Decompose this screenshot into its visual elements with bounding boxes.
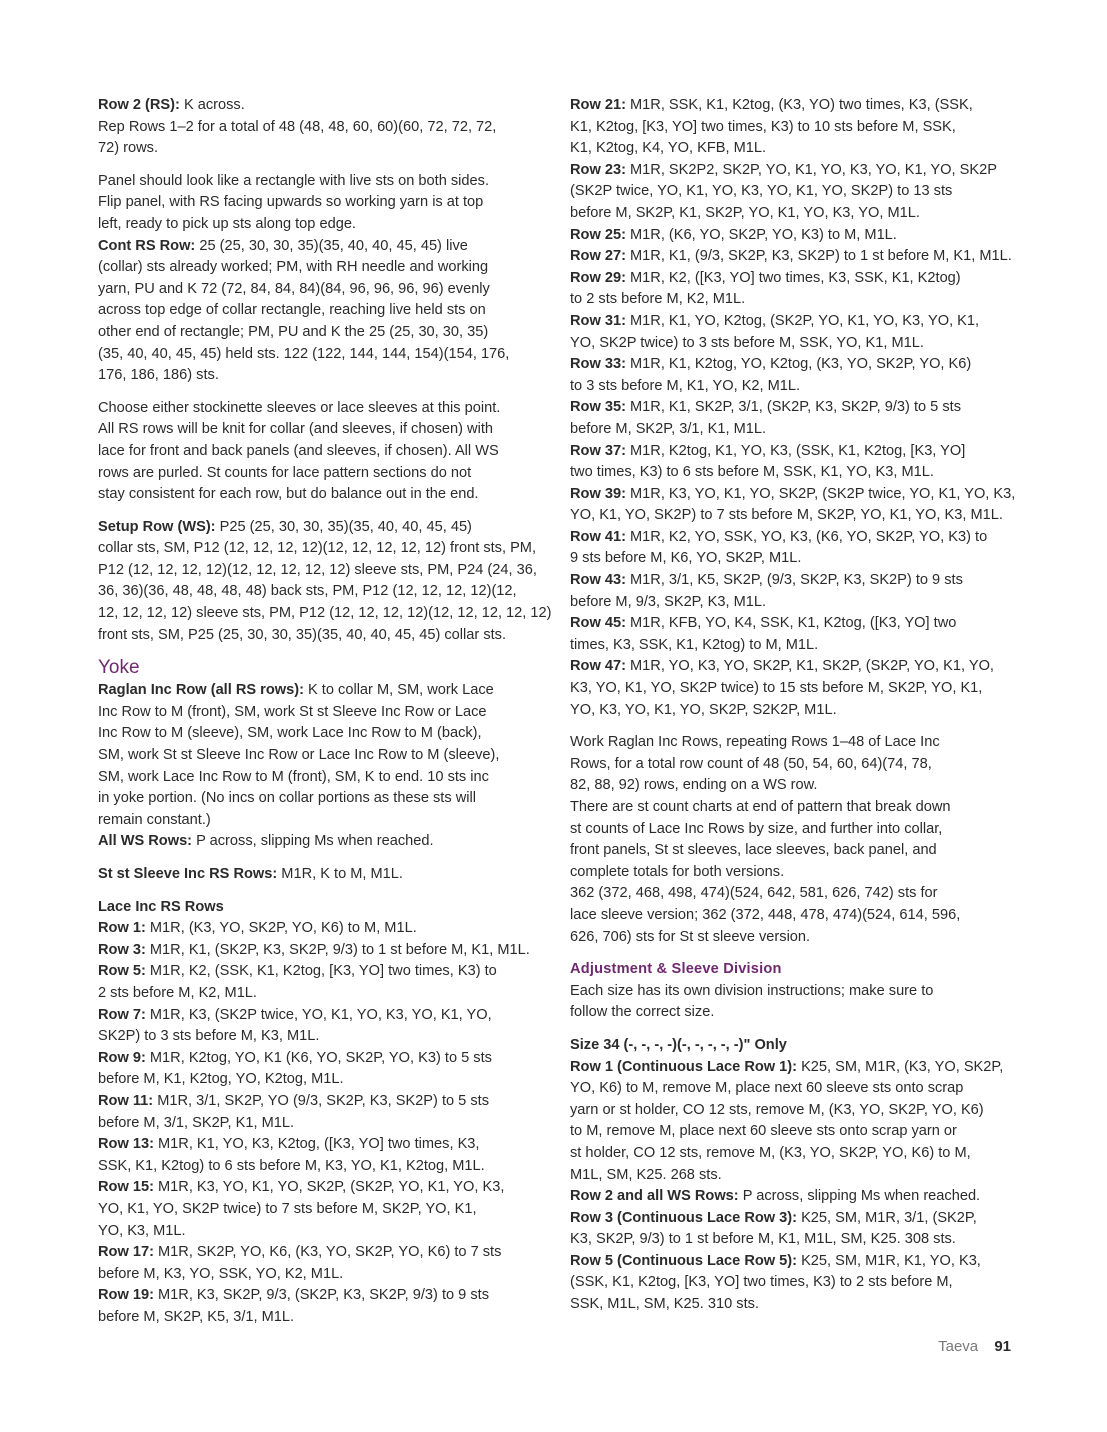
text-line xyxy=(570,311,1015,333)
line-text: other end of rectangle; PM, PU and K the 25 (25, 30, 30, 35) xyxy=(98,323,489,340)
text-line xyxy=(570,797,1015,819)
line-text: left, ready to pick up sts along top edge. xyxy=(98,215,356,232)
line-text: YO, SK2P twice) to 3 sts before M, SSK, YO, K1, M1L. xyxy=(570,334,924,351)
para-row2 xyxy=(98,95,543,160)
text-line xyxy=(570,1272,1015,1294)
line-text: M1R, K3, SK2P, 9/3, (SK2P, K3, SK2P, 9/3) to 9 sts xyxy=(153,1287,489,1304)
line-text: 12, 12, 12, 12) sleeve sts, PM, P12 (12, 12, 12, 12)(12, 12, 12, 12, 12) xyxy=(98,605,552,622)
bold-label: Row 5 (Continuous Lace Row 5): xyxy=(570,1252,798,1269)
line-text: Flip panel, with RS facing upwards so working yarn is at top xyxy=(98,194,484,211)
line-text: YO, K3, YO, K1, YO, SK2P, S2K2P, M1L. xyxy=(570,701,837,718)
line-text: 2 sts before M, K2, M1L. xyxy=(98,984,257,1001)
line-text: remain constant.) xyxy=(98,811,211,828)
line-text: M1R, 3/1, SK2P, YO (9/3, SK2P, K3, SK2P) to 5 sts xyxy=(153,1092,489,1109)
line-text: M1R, K1, (SK2P, K3, SK2P, 9/3) to 1 st before M, K1, M1L. xyxy=(145,941,530,958)
line-text: 626, 706) sts for St st sleeve version. xyxy=(570,928,811,945)
text-line xyxy=(570,905,1015,927)
text-line xyxy=(570,592,1015,614)
text-line xyxy=(570,268,1015,290)
bold-label: Row 11: xyxy=(98,1092,154,1109)
text-line xyxy=(98,864,543,886)
line-text: K1, K2tog, [K3, YO] two times, K3) to 10 sts before M, SSK, xyxy=(570,118,956,135)
line-text: Choose either stockinette sleeves or lace sleeves at this point. xyxy=(98,399,501,416)
text-line xyxy=(98,398,543,420)
line-text: 176, 186, 186) sts. xyxy=(98,367,219,384)
line-text: P25 (25, 30, 30, 35)(35, 40, 40, 45, 45) xyxy=(215,518,472,535)
line-text: st counts of Lace Inc Rows by size, and further into collar, xyxy=(570,820,943,837)
line-text: 9 sts before M, K6, YO, SK2P, M1L. xyxy=(570,550,802,567)
text-line xyxy=(98,236,543,258)
line-text: times, K3, SSK, K1, K2tog) to M, M1L. xyxy=(570,636,819,653)
line-text: K to collar M, SM, work Lace xyxy=(303,682,494,699)
text-line xyxy=(98,1026,543,1048)
bold-label: Row 1: xyxy=(98,920,146,937)
text-line xyxy=(98,1177,543,1199)
text-line xyxy=(98,831,543,853)
line-text: yarn, PU and K 72 (72, 84, 84, 84)(84, 96, 96, 96, 96) evenly xyxy=(98,280,490,297)
bold-label: Row 3: xyxy=(98,941,146,958)
text-line xyxy=(98,1048,543,1070)
text-line xyxy=(98,171,543,193)
bold-label: Row 19: xyxy=(98,1287,154,1304)
text-line xyxy=(98,1285,543,1307)
bold-label: Lace Inc RS Rows xyxy=(98,898,224,915)
bold-label: Row 43: xyxy=(570,572,626,589)
line-text: before M, K3, YO, SSK, YO, K2, M1L. xyxy=(98,1265,344,1282)
line-text: 82, 88, 92) rows, ending on a WS row. xyxy=(570,777,818,794)
text-line xyxy=(570,441,1015,463)
bold-label: Row 39: xyxy=(570,485,626,502)
line-text: before M, SK2P, K5, 3/1, M1L. xyxy=(98,1308,295,1325)
text-line xyxy=(570,1078,1015,1100)
line-text: M1R, K3, (SK2P twice, YO, K1, YO, K3, YO, K1, YO, xyxy=(145,1006,492,1023)
line-text: lace sleeve version; 362 (372, 448, 478, 474)(524, 614, 596, xyxy=(570,906,961,923)
text-line xyxy=(570,1251,1015,1273)
text-line xyxy=(98,344,543,366)
line-text: M1R, K1, SK2P, 3/1, (SK2P, K3, SK2P, 9/3) to 5 sts xyxy=(625,399,961,416)
text-line xyxy=(570,225,1015,247)
line-text: SK2P) to 3 sts before M, K3, M1L. xyxy=(98,1028,320,1045)
text-line xyxy=(98,897,543,919)
text-line xyxy=(98,117,543,139)
text-line xyxy=(570,1186,1015,1208)
bold-label: Raglan Inc Row (all RS rows): xyxy=(98,682,304,699)
line-text: M1R, K3, YO, K1, YO, SK2P, (SK2P twice, YO, K1, YO, K3, xyxy=(625,485,1016,502)
text-line xyxy=(98,365,543,387)
text-line xyxy=(98,961,543,983)
line-text: M1R, K1, YO, K3, K2tog, ([K3, YO] two times, K3, xyxy=(153,1136,480,1153)
heading-adjustment: Adjustment & Sleeve Division xyxy=(570,961,782,978)
text-line xyxy=(98,1005,543,1027)
text-line xyxy=(98,322,543,344)
para-setup-row xyxy=(98,517,552,647)
text-line xyxy=(98,983,543,1005)
text-line xyxy=(98,788,543,810)
line-text: Inc Row to M (sleeve), SM, work Lace Inc Row to M (back), xyxy=(98,725,482,742)
text-line xyxy=(570,1294,1015,1316)
text-line xyxy=(570,981,1015,1003)
line-text: P across, slipping Ms when reached. xyxy=(192,833,434,850)
text-line xyxy=(570,1035,1015,1057)
page-number: 91 xyxy=(994,1338,1011,1355)
page-footer xyxy=(938,1336,1011,1358)
bold-label: Row 3 (Continuous Lace Row 3): xyxy=(570,1209,798,1226)
line-text: M1R, SK2P2, SK2P, YO, K1, YO, K3, YO, K1, YO, SK2P xyxy=(625,161,997,178)
text-line xyxy=(570,138,1015,160)
line-text: M1R, K2tog, YO, K1 (K6, YO, SK2P, YO, K3) to 5 sts xyxy=(145,1049,492,1066)
text-line xyxy=(570,613,1015,635)
text-line xyxy=(98,484,543,506)
line-text: YO, K6) to M, remove M, place next 60 sleeve sts onto scrap xyxy=(570,1080,964,1097)
text-line xyxy=(98,1307,543,1329)
line-text: M1R, 3/1, K5, SK2P, (9/3, SK2P, K3, SK2P) to 9 sts xyxy=(625,572,963,589)
text-line xyxy=(570,1002,1015,1024)
line-text: All RS rows will be knit for collar (and sleeves, if chosen) with xyxy=(98,421,493,438)
text-line xyxy=(570,840,1015,862)
text-line xyxy=(570,527,1015,549)
line-text: before M, 3/1, SK2P, K1, M1L. xyxy=(98,1114,295,1131)
line-text: (collar) sts already worked; PM, with RH needle and working xyxy=(98,259,489,276)
text-line xyxy=(98,767,543,789)
text-line xyxy=(570,548,1015,570)
bold-label: Row 27: xyxy=(570,248,626,265)
text-line xyxy=(98,538,543,560)
bold-label: Row 29: xyxy=(570,269,626,286)
text-line xyxy=(98,300,543,322)
text-line xyxy=(98,810,543,832)
text-line xyxy=(98,581,543,603)
line-text: There are st count charts at end of pattern that break down xyxy=(570,799,951,815)
line-text: in yoke portion. (No incs on collar portions as these sts will xyxy=(98,790,476,807)
line-text: M1R, SK2P, YO, K6, (K3, YO, SK2P, YO, K6) to 7 sts xyxy=(153,1244,502,1261)
line-text: 25 (25, 30, 30, 35)(35, 40, 40, 45, 45) live xyxy=(195,237,468,254)
line-text: Each size has its own division instructions; make sure to xyxy=(570,982,934,999)
text-line xyxy=(98,192,543,214)
bold-label: Row 2 (RS): xyxy=(98,97,180,113)
line-text: M1R, K1, K2tog, YO, K2tog, (K3, YO, SK2P, YO, K6) xyxy=(625,356,972,373)
bold-label: Row 7: xyxy=(98,1006,146,1023)
line-text: SM, work St st Sleeve Inc Row or Lace Inc Row to M (sleeve), xyxy=(98,747,500,764)
text-line xyxy=(570,354,1015,376)
para-lace-rows-21-47 xyxy=(570,95,1015,721)
text-line xyxy=(570,678,1015,700)
text-line xyxy=(98,214,543,236)
line-text: (SK2P twice, YO, K1, YO, K3, YO, K1, YO, SK2P) to 13 sts xyxy=(570,183,953,200)
line-text: P12 (12, 12, 12, 12)(12, 12, 12, 12, 12) sleeve sts, PM, P24 (24, 36, xyxy=(98,561,537,578)
line-text: st holder, CO 12 sts, remove M, (K3, YO, SK2P, YO, K6) to M, xyxy=(570,1144,971,1161)
text-line xyxy=(98,918,543,940)
line-text: M1R, K2, ([K3, YO] two times, K3, SSK, K1, K2tog) xyxy=(625,269,961,286)
line-text: (35, 40, 40, 45, 45) held sts. 122 (122, 144, 144, 154)(154, 176, xyxy=(98,345,510,362)
line-text: across top edge of collar rectangle, reaching live held sts on xyxy=(98,302,486,319)
text-line xyxy=(98,680,543,702)
bold-label: St st Sleeve Inc RS Rows: xyxy=(98,866,278,882)
line-text: M1L, SM, K25. 268 sts. xyxy=(570,1166,722,1183)
line-text: (SSK, K1, K2tog, [K3, YO] two times, K3) to 2 sts before M, xyxy=(570,1274,953,1291)
text-line xyxy=(98,1113,543,1135)
bold-label: Size 34 (-, -, -, -)(-, -, -, -, -)" Only xyxy=(570,1036,787,1053)
text-line xyxy=(570,419,1015,441)
para-work-raglan xyxy=(570,732,1015,948)
bold-label: Row 33: xyxy=(570,356,626,373)
line-text: K3, YO, K1, YO, SK2P twice) to 15 sts before M, SK2P, YO, K1, xyxy=(570,680,983,697)
line-text: SSK, K1, K2tog) to 6 sts before M, K3, YO, K1, K2tog, M1L. xyxy=(98,1157,485,1174)
text-line xyxy=(98,138,543,160)
text-line xyxy=(98,463,543,485)
line-text: Rep Rows 1–2 for a total of 48 (48, 48, 60, 60)(60, 72, 72, 72, xyxy=(98,118,497,135)
line-text: follow the correct size. xyxy=(570,1004,715,1021)
line-text: M1R, K1, YO, K2tog, (SK2P, YO, K1, YO, K3, YO, K1, xyxy=(625,312,980,329)
line-text: front panels, St st sleeves, lace sleeves, back panel, and xyxy=(570,842,937,859)
bold-label: Row 25: xyxy=(570,226,626,243)
text-line xyxy=(570,203,1015,225)
text-line xyxy=(570,819,1015,841)
text-line xyxy=(570,1057,1015,1079)
text-line xyxy=(98,603,552,625)
text-line xyxy=(570,333,1015,355)
pattern-name: Taeva xyxy=(938,1338,979,1355)
right-column xyxy=(570,95,1015,1327)
line-text: stay consistent for each row, but do balance out in the end. xyxy=(98,486,479,503)
text-line xyxy=(570,95,1015,117)
bold-label: All WS Rows: xyxy=(98,833,193,850)
text-line xyxy=(570,883,1015,905)
bold-label: Row 9: xyxy=(98,1049,146,1066)
text-line xyxy=(570,397,1015,419)
bold-label: Setup Row (WS): xyxy=(98,518,216,535)
text-line xyxy=(98,1264,543,1286)
text-line xyxy=(98,702,543,724)
text-line xyxy=(570,732,1015,754)
para-panel xyxy=(98,171,543,387)
line-text: M1R, YO, K3, YO, SK2P, K1, SK2P, (SK2P, YO, K1, YO, xyxy=(625,658,994,675)
text-line xyxy=(98,517,543,539)
line-text: to 2 sts before M, K2, M1L. xyxy=(570,291,746,308)
para-raglan-inc xyxy=(98,680,543,853)
line-text: 36, 36)(36, 48, 48, 48, 48) back sts, PM, P12 (12, 12, 12, 12)(12, xyxy=(98,583,517,600)
text-line xyxy=(98,95,543,117)
bold-label: Row 35: xyxy=(570,399,626,416)
line-text: M1R, K1, (9/3, SK2P, K3, SK2P) to 1 st before M, K1, M1L. xyxy=(625,248,1012,265)
line-text: before M, SK2P, K1, SK2P, YO, K1, YO, K3, YO, M1L. xyxy=(570,204,920,221)
line-text: K25, SM, M1R, 3/1, (SK2P, xyxy=(797,1209,977,1226)
text-line xyxy=(98,940,543,962)
line-text: 362 (372, 468, 498, 474)(524, 642, 581, 626, 742) sts for xyxy=(570,885,938,902)
line-text: P across, slipping Ms when reached. xyxy=(738,1188,981,1205)
para-size-34 xyxy=(570,1035,1015,1316)
text-line xyxy=(570,656,1015,678)
bold-label: Row 37: xyxy=(570,442,626,459)
text-line xyxy=(570,775,1015,797)
line-text: K3, SK2P, 9/3) to 1 st before M, K1, M1L, SM, K25. 308 sts. xyxy=(570,1231,956,1248)
line-text: complete totals for both versions. xyxy=(570,863,785,880)
para-division-note xyxy=(570,981,1015,1024)
text-line xyxy=(570,862,1015,884)
line-text: M1R, K to M, M1L. xyxy=(277,866,403,882)
para-lace-inc-rows xyxy=(98,897,543,1329)
text-line xyxy=(98,419,543,441)
para-st-st-sleeve xyxy=(98,864,543,886)
text-line xyxy=(570,570,1015,592)
left-column xyxy=(98,95,552,1339)
text-line xyxy=(98,1221,543,1243)
bold-label: Row 23: xyxy=(570,161,626,178)
bold-label: Row 2 and all WS Rows: xyxy=(570,1188,739,1205)
text-line xyxy=(570,1165,1015,1187)
text-line xyxy=(98,1199,543,1221)
line-text: M1R, K3, YO, K1, YO, SK2P, (SK2P, YO, K1, YO, K3, xyxy=(153,1179,505,1196)
line-text: before M, 9/3, SK2P, K3, M1L. xyxy=(570,593,767,610)
line-text: to M, remove M, place next 60 sleeve sts onto scrap yarn or xyxy=(570,1123,957,1140)
line-text: K across. xyxy=(179,97,245,113)
line-text: K25, SM, M1R, K1, YO, K3, xyxy=(797,1252,981,1269)
line-text: yarn or st holder, CO 12 sts, remove M, (K3, YO, SK2P, YO, K6) xyxy=(570,1101,984,1118)
line-text: M1R, KFB, YO, K4, SSK, K1, K2tog, ([K3, YO] two xyxy=(625,615,957,632)
text-line xyxy=(98,1242,543,1264)
text-line xyxy=(570,700,1015,722)
line-text: YO, K3, M1L. xyxy=(98,1222,186,1239)
line-text: SSK, M1L, SM, K25. 310 sts. xyxy=(570,1296,759,1313)
text-line xyxy=(570,160,1015,182)
line-text: M1R, K2, (SSK, K1, K2tog, [K3, YO] two times, K3) to xyxy=(145,963,497,980)
text-line xyxy=(570,505,1015,527)
line-text: M1R, (K3, YO, SK2P, YO, K6) to M, M1L. xyxy=(145,920,417,937)
text-line xyxy=(570,181,1015,203)
text-line xyxy=(570,484,1015,506)
line-text: before M, K1, K2tog, YO, K2tog, M1L. xyxy=(98,1071,344,1088)
line-text: K1, K2tog, K4, YO, KFB, M1L. xyxy=(570,140,767,157)
text-line xyxy=(98,1091,543,1113)
text-line xyxy=(98,1156,543,1178)
text-line xyxy=(570,376,1015,398)
bold-label: Row 47: xyxy=(570,658,626,675)
bold-label: Row 21: xyxy=(570,97,626,113)
line-text: before M, SK2P, 3/1, K1, M1L. xyxy=(570,420,767,437)
bold-label: Row 31: xyxy=(570,312,626,329)
bold-label: Row 15: xyxy=(98,1179,154,1196)
line-text: rows are purled. St counts for lace pattern sections do not xyxy=(98,464,472,481)
text-line xyxy=(570,1143,1015,1165)
bold-label: Row 13: xyxy=(98,1136,154,1153)
bold-label: Row 45: xyxy=(570,615,626,632)
heading-yoke: Yoke xyxy=(98,657,140,679)
line-text: M1R, SSK, K1, K2tog, (K3, YO) two times, K3, (SSK, xyxy=(625,97,973,113)
line-text: M1R, K2, YO, SSK, YO, K3, (K6, YO, SK2P, YO, K3) to xyxy=(625,528,988,545)
line-text: M1R, (K6, YO, SK2P, YO, K3) to M, M1L. xyxy=(625,226,897,243)
bold-label: Row 17: xyxy=(98,1244,154,1261)
text-line xyxy=(98,1134,543,1156)
text-line xyxy=(98,560,543,582)
text-line xyxy=(570,462,1015,484)
text-line xyxy=(570,1229,1015,1251)
line-text: Inc Row to M (front), SM, work St st Sleeve Inc Row or Lace xyxy=(98,703,487,720)
line-text: M1R, K2tog, K1, YO, K3, (SSK, K1, K2tog, [K3, YO] xyxy=(625,442,966,459)
line-text: Work Raglan Inc Rows, repeating Rows 1–48 of Lace Inc xyxy=(570,734,940,751)
line-text: lace for front and back panels (and sleeves, if chosen). All WS xyxy=(98,442,499,459)
text-line xyxy=(570,117,1015,139)
bold-label: Row 1 (Continuous Lace Row 1): xyxy=(570,1058,798,1075)
line-text: SM, work Lace Inc Row to M (front), SM, K to end. 10 sts inc xyxy=(98,768,489,785)
text-line xyxy=(98,745,543,767)
bold-label: Row 41: xyxy=(570,528,626,545)
line-text: Rows, for a total row count of 48 (50, 54, 60, 64)(74, 78, xyxy=(570,755,932,772)
line-text: YO, K1, YO, SK2P) to 7 sts before M, SK2P, YO, K1, YO, K3, M1L. xyxy=(570,507,1003,524)
line-text: Panel should look like a rectangle with live sts on both sides. xyxy=(98,172,490,189)
line-text: 72) rows. xyxy=(98,140,159,157)
bold-label: Row 5: xyxy=(98,963,146,980)
bold-label: Cont RS Row: xyxy=(98,237,196,254)
text-line xyxy=(570,1100,1015,1122)
line-text: two times, K3) to 6 sts before M, SSK, K1, YO, K3, M1L. xyxy=(570,464,934,481)
text-line xyxy=(98,1069,543,1091)
line-text: collar sts, SM, P12 (12, 12, 12, 12)(12, 12, 12, 12, 12) front sts, PM, xyxy=(98,540,537,557)
para-sleeve-choice xyxy=(98,398,543,506)
text-line xyxy=(570,635,1015,657)
line-text: front sts, SM, P25 (25, 30, 30, 35)(35, 40, 40, 45, 45) collar sts. xyxy=(98,626,507,643)
line-text: YO, K1, YO, SK2P twice) to 7 sts before M, SK2P, YO, K1, xyxy=(98,1200,477,1217)
text-line xyxy=(570,289,1015,311)
line-text: K25, SM, M1R, (K3, YO, SK2P, xyxy=(797,1058,1004,1075)
text-line xyxy=(570,754,1015,776)
text-line xyxy=(98,625,543,647)
line-text: to 3 sts before M, K1, YO, K2, M1L. xyxy=(570,377,801,394)
text-line xyxy=(98,723,543,745)
text-line xyxy=(98,257,543,279)
text-line xyxy=(570,927,1015,949)
text-line xyxy=(570,1208,1015,1230)
text-line xyxy=(570,1121,1015,1143)
text-line xyxy=(570,246,1015,268)
text-line xyxy=(98,441,543,463)
text-line xyxy=(98,279,543,301)
